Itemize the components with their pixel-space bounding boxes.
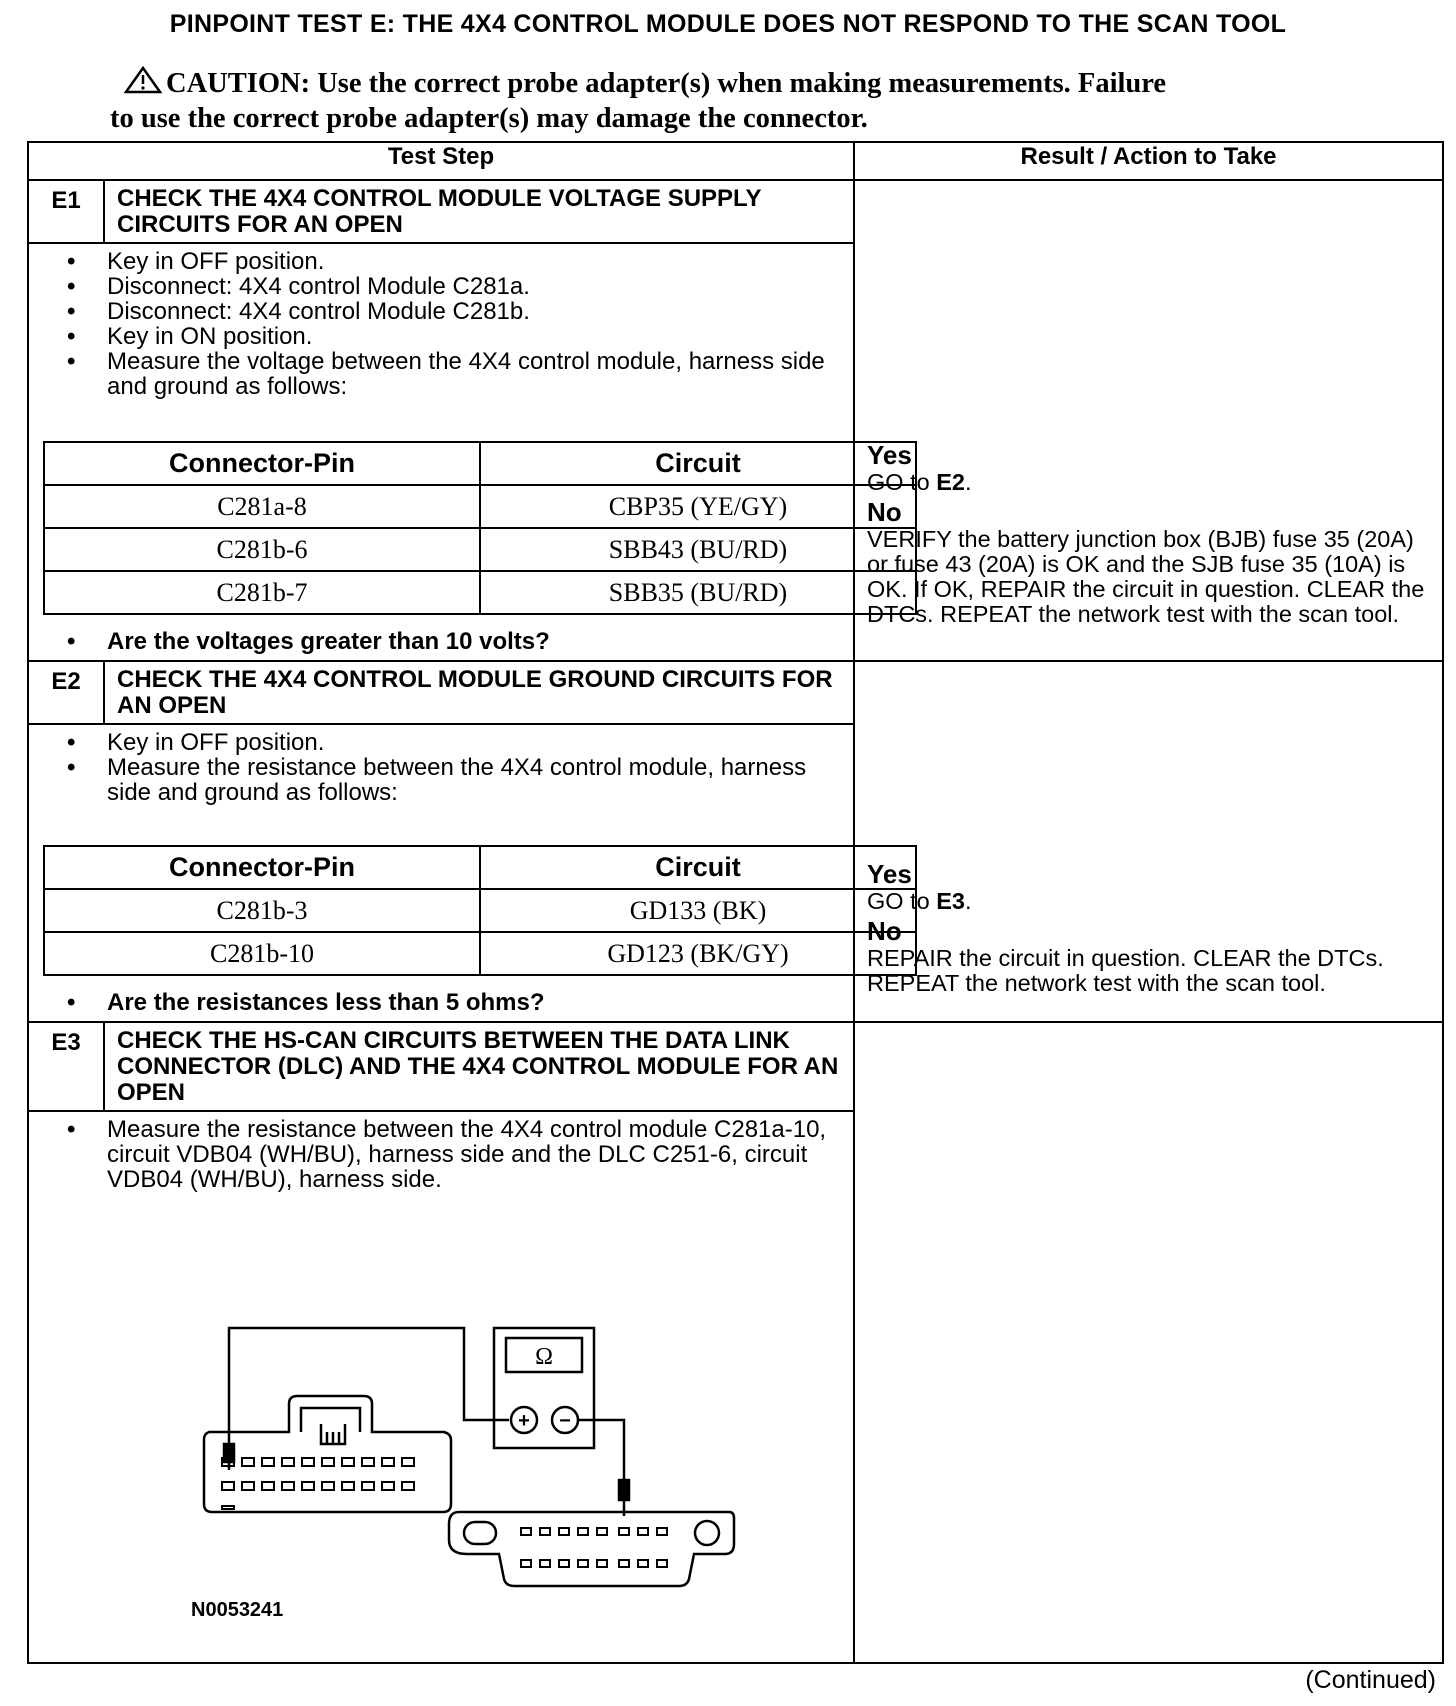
meter-plus-label: +: [518, 1410, 530, 1432]
step-body-e3: [28, 1111, 854, 1663]
caution-line1: Use the correct probe adapter(s) when making measurements. Failure: [310, 68, 1167, 99]
figure-id: N0053241: [191, 1599, 284, 1621]
yes-label-e2: Yes: [867, 859, 912, 889]
caution-label: CAUTION:: [166, 68, 311, 99]
step-heading-e1: CHECK THE 4X4 CONTROL MODULE VOLTAGE SUPPLY CIRCUITS FOR AN OPEN: [104, 180, 854, 243]
table-cell: GD123 (BK/GY): [480, 932, 916, 975]
table-header-cell: Connector-Pin: [44, 442, 480, 485]
connector-pin-table-e2: [43, 845, 917, 976]
caution-note: [110, 66, 1370, 135]
table-row: [44, 528, 916, 571]
list-item: • Disconnect: 4X4 control Module C281b.: [67, 299, 843, 324]
list-item: • Measure the resistance between the 4X4 control module, harness side and ground as follows:: [67, 755, 843, 805]
step-body-e2: [28, 724, 854, 1022]
yes-label-e1: Yes: [867, 440, 912, 470]
table-cell: CBP35 (YE/GY): [480, 485, 916, 528]
step-question-e2: • Are the resistances less than 5 ohms?: [67, 990, 843, 1015]
yes-target-e1: E2: [936, 469, 965, 495]
result-cell-e1: [854, 180, 1443, 661]
table-header-cell: Connector-Pin: [44, 846, 480, 889]
yes-action-e2: GO to E3.: [867, 888, 972, 914]
caution-line2: to use the correct probe adapter(s) may damage the connector.: [110, 103, 868, 134]
table-cell: C281b-10: [44, 932, 480, 975]
dlc-connector: [449, 1512, 734, 1586]
table-row: [44, 485, 916, 528]
step-id-e3: E3: [28, 1022, 104, 1111]
dlc-pin-rows: [521, 1528, 667, 1567]
table-header-cell: Circuit: [480, 442, 916, 485]
table-cell: C281b-6: [44, 528, 480, 571]
step-id-e2: E2: [28, 661, 104, 724]
result-header: Result / Action to Take: [854, 142, 1443, 180]
no-label-e2: No: [867, 916, 902, 946]
result-cell-e2: [854, 661, 1443, 1022]
list-item: • Key in ON position.: [67, 324, 843, 349]
table-row: [44, 932, 916, 975]
list-item: • Disconnect: 4X4 control Module C281a.: [67, 274, 843, 299]
table-row: [44, 889, 916, 932]
step-id-e1: E1: [28, 180, 104, 243]
yes-action-e1: GO to E2.: [867, 469, 972, 495]
warning-triangle-icon: [124, 66, 162, 102]
probe-lead-2: [578, 1420, 624, 1480]
list-item: • Key in OFF position.: [67, 249, 843, 274]
no-action-e2: REPAIR the circuit in question. CLEAR the DTCs. REPEAT the network test with the scan tool.: [867, 945, 1384, 996]
table-cell: SBB43 (BU/RD): [480, 528, 916, 571]
measurement-diagram: [39, 1244, 979, 1634]
step-question-e1: • Are the voltages greater than 10 volts?: [67, 629, 843, 654]
module-connector: [204, 1396, 451, 1512]
yes-target-e2: E3: [936, 888, 965, 914]
step-body-e1: [28, 243, 854, 661]
table-cell: GD133 (BK): [480, 889, 916, 932]
probe-lead-1: [229, 1328, 509, 1452]
meter-minus-label: −: [559, 1410, 571, 1432]
connector-pin-table-e1: [43, 441, 917, 615]
table-header-row: [28, 142, 1443, 180]
table-cell: C281b-3: [44, 889, 480, 932]
connector-pin-rows: [222, 1458, 414, 1509]
step-heading-e3: CHECK THE HS-CAN CIRCUITS BETWEEN THE DATA LINK CONNECTOR (DLC) AND THE 4X4 CONTROL MODULE FOR AN OPEN: [104, 1022, 854, 1111]
pinpoint-test-table: [27, 141, 1444, 1664]
list-item: • Measure the voltage between the 4X4 control module, harness side and ground as follows:: [67, 349, 843, 399]
continued-label: (Continued): [1305, 1666, 1436, 1694]
list-item: • Key in OFF position.: [67, 730, 843, 755]
meter-symbol: Ω: [535, 1344, 553, 1370]
test-step-header: Test Step: [28, 142, 854, 180]
table-cell: SBB35 (BU/RD): [480, 571, 916, 614]
no-action-e1: VERIFY the battery junction box (BJB) fuse 35 (20A) or fuse 43 (20A) is OK and the SJB fuse 35 (10A) is OK. If OK, REPAIR the circuit in question. CLEAR the DTCs. REPEAT the network test with the scan tool.: [867, 526, 1425, 627]
table-row: [44, 571, 916, 614]
step-heading-e2: CHECK THE 4X4 CONTROL MODULE GROUND CIRCUITS FOR AN OPEN: [104, 661, 854, 724]
table-cell: C281a-8: [44, 485, 480, 528]
table-header-cell: Circuit: [480, 846, 916, 889]
page-title: PINPOINT TEST E: THE 4X4 CONTROL MODULE DOES NOT RESPOND TO THE SCAN TOOL: [169, 10, 1287, 38]
table-cell: C281b-7: [44, 571, 480, 614]
no-label-e1: No: [867, 497, 902, 527]
list-item: • Measure the resistance between the 4X4 control module C281a-10, circuit VDB04 (WH/BU), harness side and the DLC C251-6, circuit VDB04 (WH/BU), harness side.: [67, 1117, 843, 1192]
